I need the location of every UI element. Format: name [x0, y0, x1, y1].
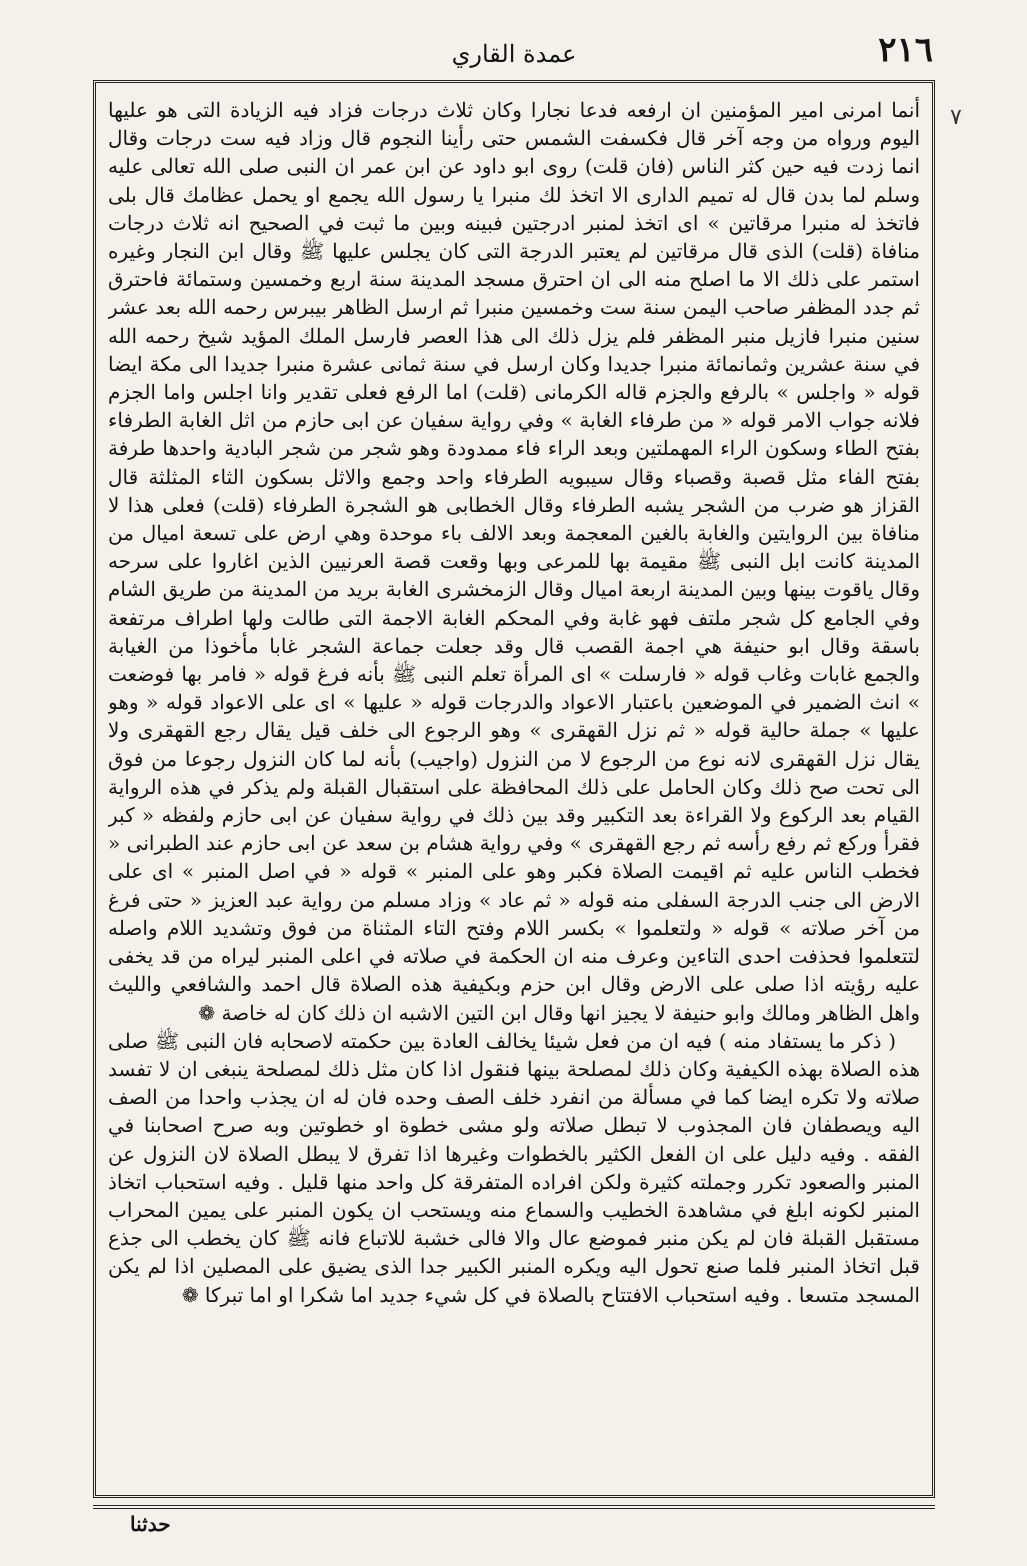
bottom-rule — [93, 1505, 935, 1509]
page-header — [95, 28, 933, 76]
margin-mark: ٧ — [950, 105, 962, 130]
book-title: عمدة القاري — [451, 40, 577, 68]
page-number: ٢١٦ — [878, 30, 933, 70]
paragraph-benefits: ( ذكر ما يستفاد منه ) فيه ان من فعل شيئا يخالف العادة بين حكمته لاصحابه فان النبى ﷺ صلى هذه الصلاة بهذه الكيفية وكان ذلك لمصلحة بينها فنقول اذا كان مثل ذلك لمصلحة ينبغى ان لا تفسد صلاته ولا تكره ايضا كما في مسألة من انفرد خلف الصف وحده فان له ان يجذب واحدا من الصف اليه ويصطفان فان المجذوب لا تبطل صلاته ولو مشى خطوة او خطوتين وبه صرح اصحابنا في الفقه . وفيه دليل على ان الفعل الكثير بالخطوات وغيرها اذا تفرق لا يبطل الصلاة لان النزول عن المنبر والصعود تكرر وجملته كثيرة ولكن افراده المتفرقة كل واحد منها قليل . وفيه استحباب اتخاذ المنبر لكونه ابلغ في مشاهدة الخطيب والسماع منه ويستحب ان يكون المنبر على يمين المحراب مستقبل القبلة فان لم يكن منبر فموضع عال والا فالى خشبة للاتباع فانه ﷺ كان يخطب الى جذع قبل اتخاذ المنبر فلما صنع تحول اليه ويكره المنبر الكبير جدا الذى يضيق على المصلين اذا لم يكن المسجد متسعا . وفيه استحباب الافتتاح بالصلاة في كل شيء جديد اما شكرا او اما تبركا ❁ — [108, 1028, 920, 1307]
body-text — [108, 96, 920, 1476]
paragraph-commentary: أنما امرنى امير المؤمنين ان ارفعه فدعا نجارا وكان ثلاث درجات فزاد فيه الزيادة التى هو عليها اليوم ورواه من وجه آخر قال فكسفت الشمس حتى رأينا النجوم قال وزاد فيه ست درجات وقال انما زدت فيه حين كثر الناس (فان قلت) روى ابو داود عن ابن عمر ان النبى صلى الله تعالى عليه وسلم لما بدن قال له تميم الدارى الا اتخذ لك منبرا يا رسول الله يجمع او يحمل عظامك قال بلى فاتخذ له منبرا مرقاتين » اى اتخذ لمنبر ادرجتين فبينه وبين ما ثبت في الصحيح انه ثلاث درجات منافاة (قلت) الذى قال مرقاتين لم يعتبر الدرجة التى كان يجلس عليها ﷺ وقال ابن النجار وغيره استمر على ذلك الا ما اصلح منه الى ان احترق مسجد المدينة سنة اربع وخمسين وستمائة فاحترق ثم جدد المظفر صاحب اليمن سنة ست وخمسين منبرا ثم ارسل الظاهر بيبرس رحمه الله بعد عشر سنين منبرا فازيل منبر المظفر فلم يزل ذلك الى هذا العصر فارسل الملك المؤيد شيخ رحمه الله في سنة عشرين وثمانمائة منبرا جديدا وكان ارسل في سنة ثمانى عشرة منبرا جديدا الى مكة ايضا قوله « واجلس » بالرفع والجزم قاله الكرمانى (قلت) اما الرفع فعلى تقدير وانا اجلس واما الجزم فلانه جواب الامر قوله « من طرفاء الغابة » وفي رواية سفيان عن ابى حازم من اثل الغابة الطرفاء بفتح الطاء وسكون الراء المهملتين وبعد الراء فاء ممدودة وهو شجر من شجر البادية واحدها طرفة بفتح الفاء مثل قصبة وقصباء وقال سيبويه الطرفاء واحد وجمع والاثل بسكون الثاء المثلثة قال القزاز هو ضرب من الشجر يشبه الطرفاء وقال الخطابى هو الشجرة الطرفاء (قلت) فعلى هذا لا منافاة بين الروايتين والغابة بالغين المعجمة وبعد الالف باء موحدة وهي ارض على تسعة اميال من المدينة كانت ابل النبى ﷺ مقيمة بها للمرعى وبها وقعت قصة العرنيين الذين اغاروا على سرحه وقال ياقوت بينها وبين المدينة اربعة اميال وقال الزمخشرى الغابة بريد من المدينة من طريق الشام وفي الجامع كل شجر ملتف فهو غابة وفي المحكم الغابة الاجمة التى طالت ولها اطراف مرتفعة باسقة وقال ابو حنيفة هي اجمة القصب قال وقد جعلت جماعة الشجر غابا مأخوذا من الغيابة والجمع غابات وغاب قوله « فارسلت » اى المرأة تعلم النبى ﷺ بأنه فرغ قوله « فامر بها فوضعت » انث الضمير في الموضعين باعتبار الاعواد والدرجات قوله « عليها » اى على الاعواد قوله « وهو عليها » جملة حالية قوله « ثم نزل القهقرى » وهو الرجوع الى خلف قيل يقال رجع القهقرى ولا يقال نزل القهقرى لانه نوع من الرجوع لا من النزول (واجيب) بأنه لما كان النزول رجوعا من فوق الى تحت صح ذلك وكان الحامل على ذلك المحافظة على استقبال القبلة ولم يذكر في هذه الرواية القيام بعد الركوع ولا القراءة بعد التكبير وقد بين ذلك في رواية سفيان عن ابى حازم ولفظه « كبر فقرأ وركع ثم رفع رأسه ثم رجع القهقرى » وفي رواية هشام بن سعد عن ابى حازم عند الطبرانى « فخطب الناس عليه ثم اقيمت الصلاة فكبر وهو على المنبر » قوله « في اصل المنبر » اى على الارض الى جنب الدرجة السفلى منه قوله « ثم عاد » وزاد مسلم من رواية عبد العزيز « حتى فرغ من آخر صلاته » قوله « ولتعلموا » بكسر اللام وفتح التاء المثناة من فوق وتشديد اللام واصله لتتعلموا فحذفت احدى التاءين وعرف منه ان الحكمة في صلاته في اعلى المنبر ليراه من قد يخفى عليه رؤيته اذا صلى على الارض وقال ابن حزم وبكيفية هذه الصلاة قال احمد والشافعي والليث واهل الظاهر ومالك وابو حنيفة لا يجيز انها وقال ابن التين الاشبه ان ذلك كان له خاصة ❁ — [108, 98, 920, 1025]
catchword: حدثنا — [130, 1512, 171, 1536]
